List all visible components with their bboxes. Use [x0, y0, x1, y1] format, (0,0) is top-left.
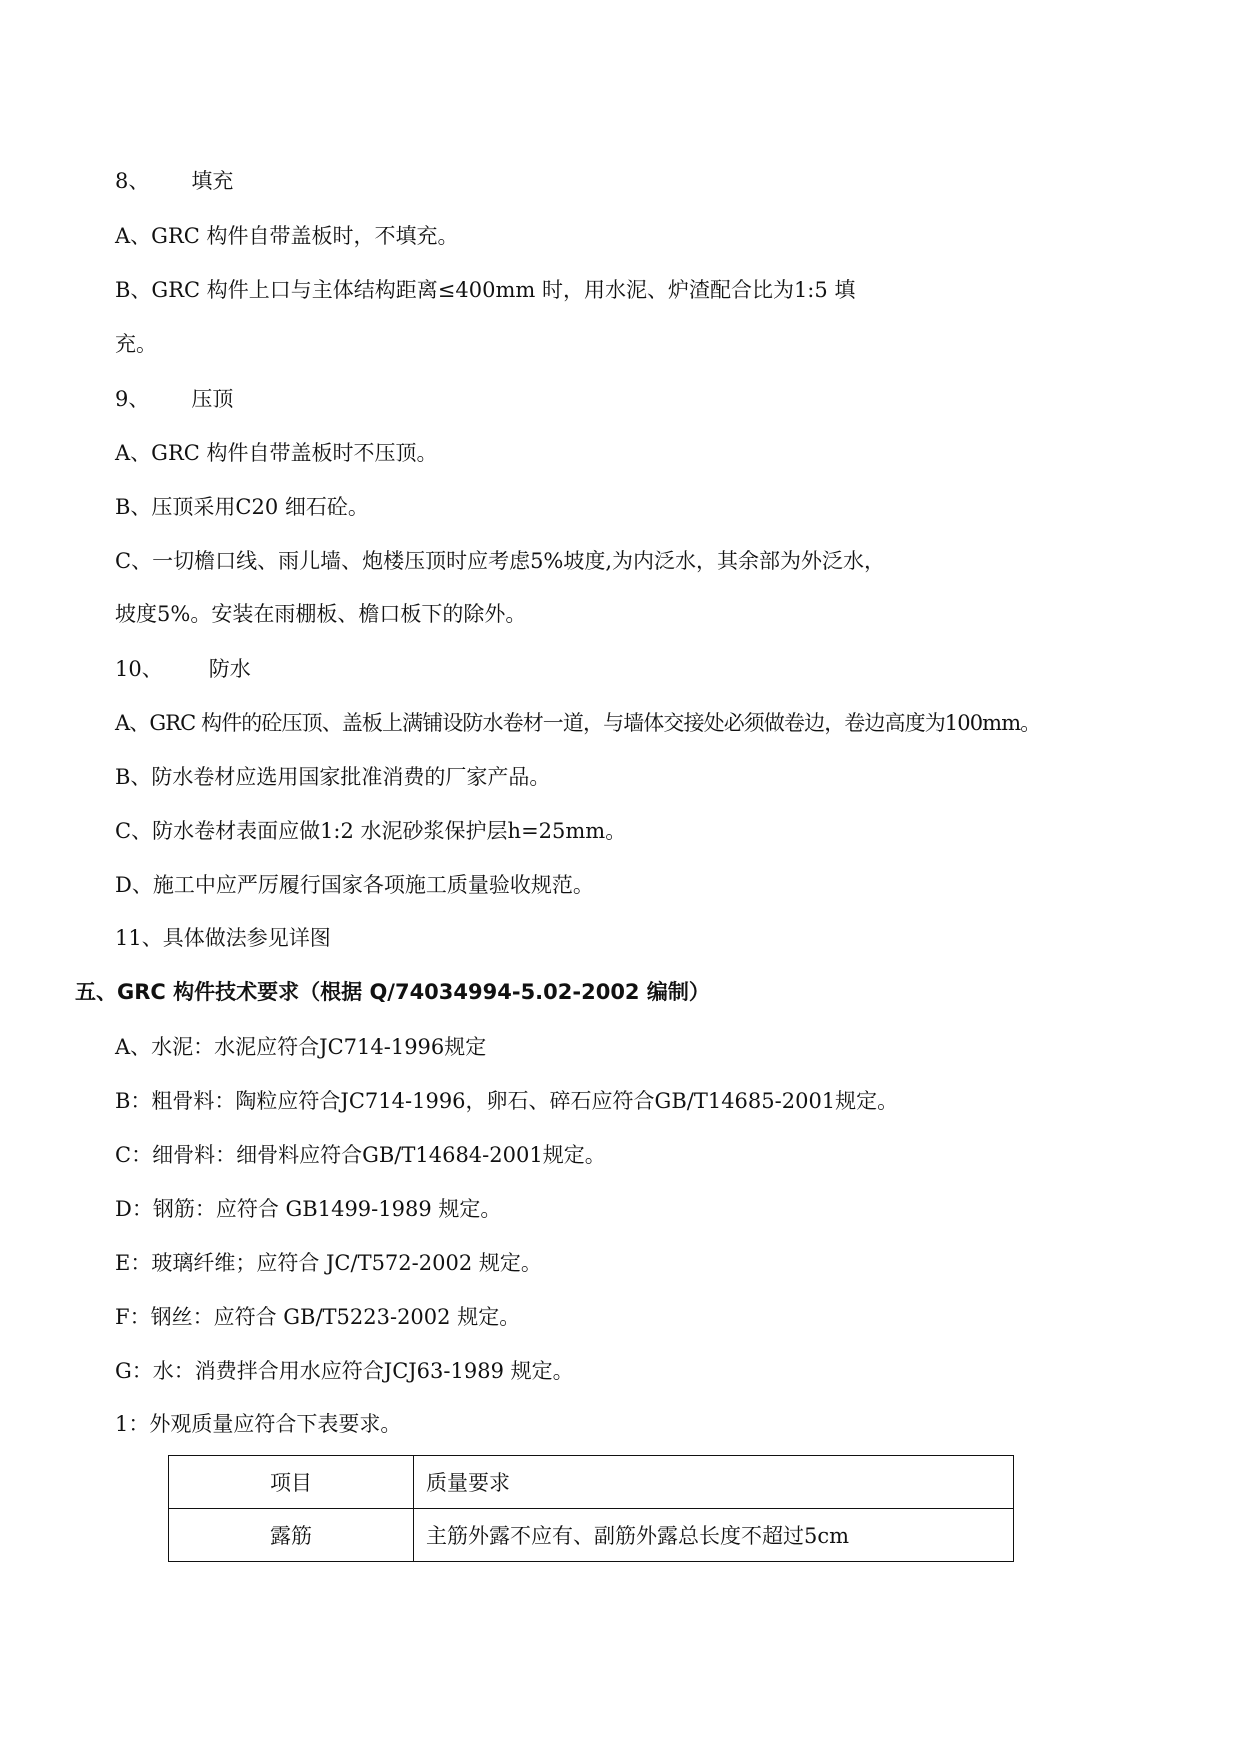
section-10-heading: [115, 654, 251, 684]
paragraph: C、防水卷材表面应做1:2 水泥砂浆保护层h=25mm。: [115, 819, 627, 843]
requirement-d: D：钢筋：应符合 GB1499-1989 规定。: [115, 1197, 502, 1221]
requirement-g: G：水：消费拌合用水应符合JCJ63-1989 规定。: [115, 1359, 574, 1383]
section-title: 防水: [208, 657, 251, 681]
table-cell-quality: 主筋外露不应有、副筋外露总长度不超过5cm: [414, 1509, 1014, 1562]
table-row: [169, 1509, 1014, 1562]
section-8-heading: [115, 166, 233, 196]
paragraph: 坡度5%。安装在雨棚板、檐口板下的除外。: [115, 602, 527, 626]
quality-table: [168, 1455, 1014, 1562]
section-9-heading: [115, 384, 233, 414]
paragraph: B、GRC 构件上口与主体结构距离≤400mm 时，用水泥、炉渣配合比为1:5 填: [115, 278, 856, 302]
paragraph: C、一切檐口线、雨儿墙、炮楼压顶时应考虑5%坡度,为内泛水，其余部为外泛水，: [115, 549, 886, 573]
section-title: 压顶: [191, 387, 234, 411]
section-5-heading: 五、GRC 构件技术要求（根据 Q/74034994-5.02-2002 编制）: [75, 980, 710, 1004]
paragraph: A、GRC 构件自带盖板时不压顶。: [115, 441, 438, 465]
table-cell-item: 露筋: [169, 1509, 414, 1562]
paragraph: B、压顶采用C20 细石砼。: [115, 495, 369, 519]
table-header-row: [169, 1456, 1014, 1509]
paragraph: 充。: [115, 332, 157, 356]
table-header-item: 项目: [169, 1456, 414, 1509]
table-header-quality: 质量要求: [414, 1456, 1014, 1509]
requirement-f: F：钢丝：应符合 GB/T5223-2002 规定。: [115, 1305, 521, 1329]
section-number: 9、: [115, 387, 150, 411]
paragraph: B、防水卷材应选用国家批准消费的厂家产品。: [115, 765, 551, 789]
paragraph: 11、具体做法参见详图: [115, 926, 331, 950]
requirement-1: 1：外观质量应符合下表要求。: [115, 1412, 402, 1436]
requirement-a: A、水泥：水泥应符合JC714-1996规定: [115, 1035, 487, 1059]
requirement-c: C：细骨料：细骨料应符合GB/T14684-2001规定。: [115, 1143, 606, 1167]
paragraph: D、施工中应严厉履行国家各项施工质量验收规范。: [115, 873, 594, 897]
section-number: 8、: [115, 169, 150, 193]
paragraph: A、GRC 构件的砼压顶、盖板上满铺设防水卷材一道，与墙体交接处必须做卷边，卷边高度为100mm。: [115, 711, 1041, 735]
section-number: 10、: [115, 657, 163, 681]
requirement-b: B：粗骨料：陶粒应符合JC714-1996，卵石、碎石应符合GB/T14685-2001规定。: [115, 1089, 899, 1113]
requirement-e: E：玻璃纤维；应符合 JC/T572-2002 规定。: [115, 1251, 542, 1275]
section-title: 填充: [191, 169, 234, 193]
paragraph: A、GRC 构件自带盖板时，不填充。: [115, 224, 459, 248]
